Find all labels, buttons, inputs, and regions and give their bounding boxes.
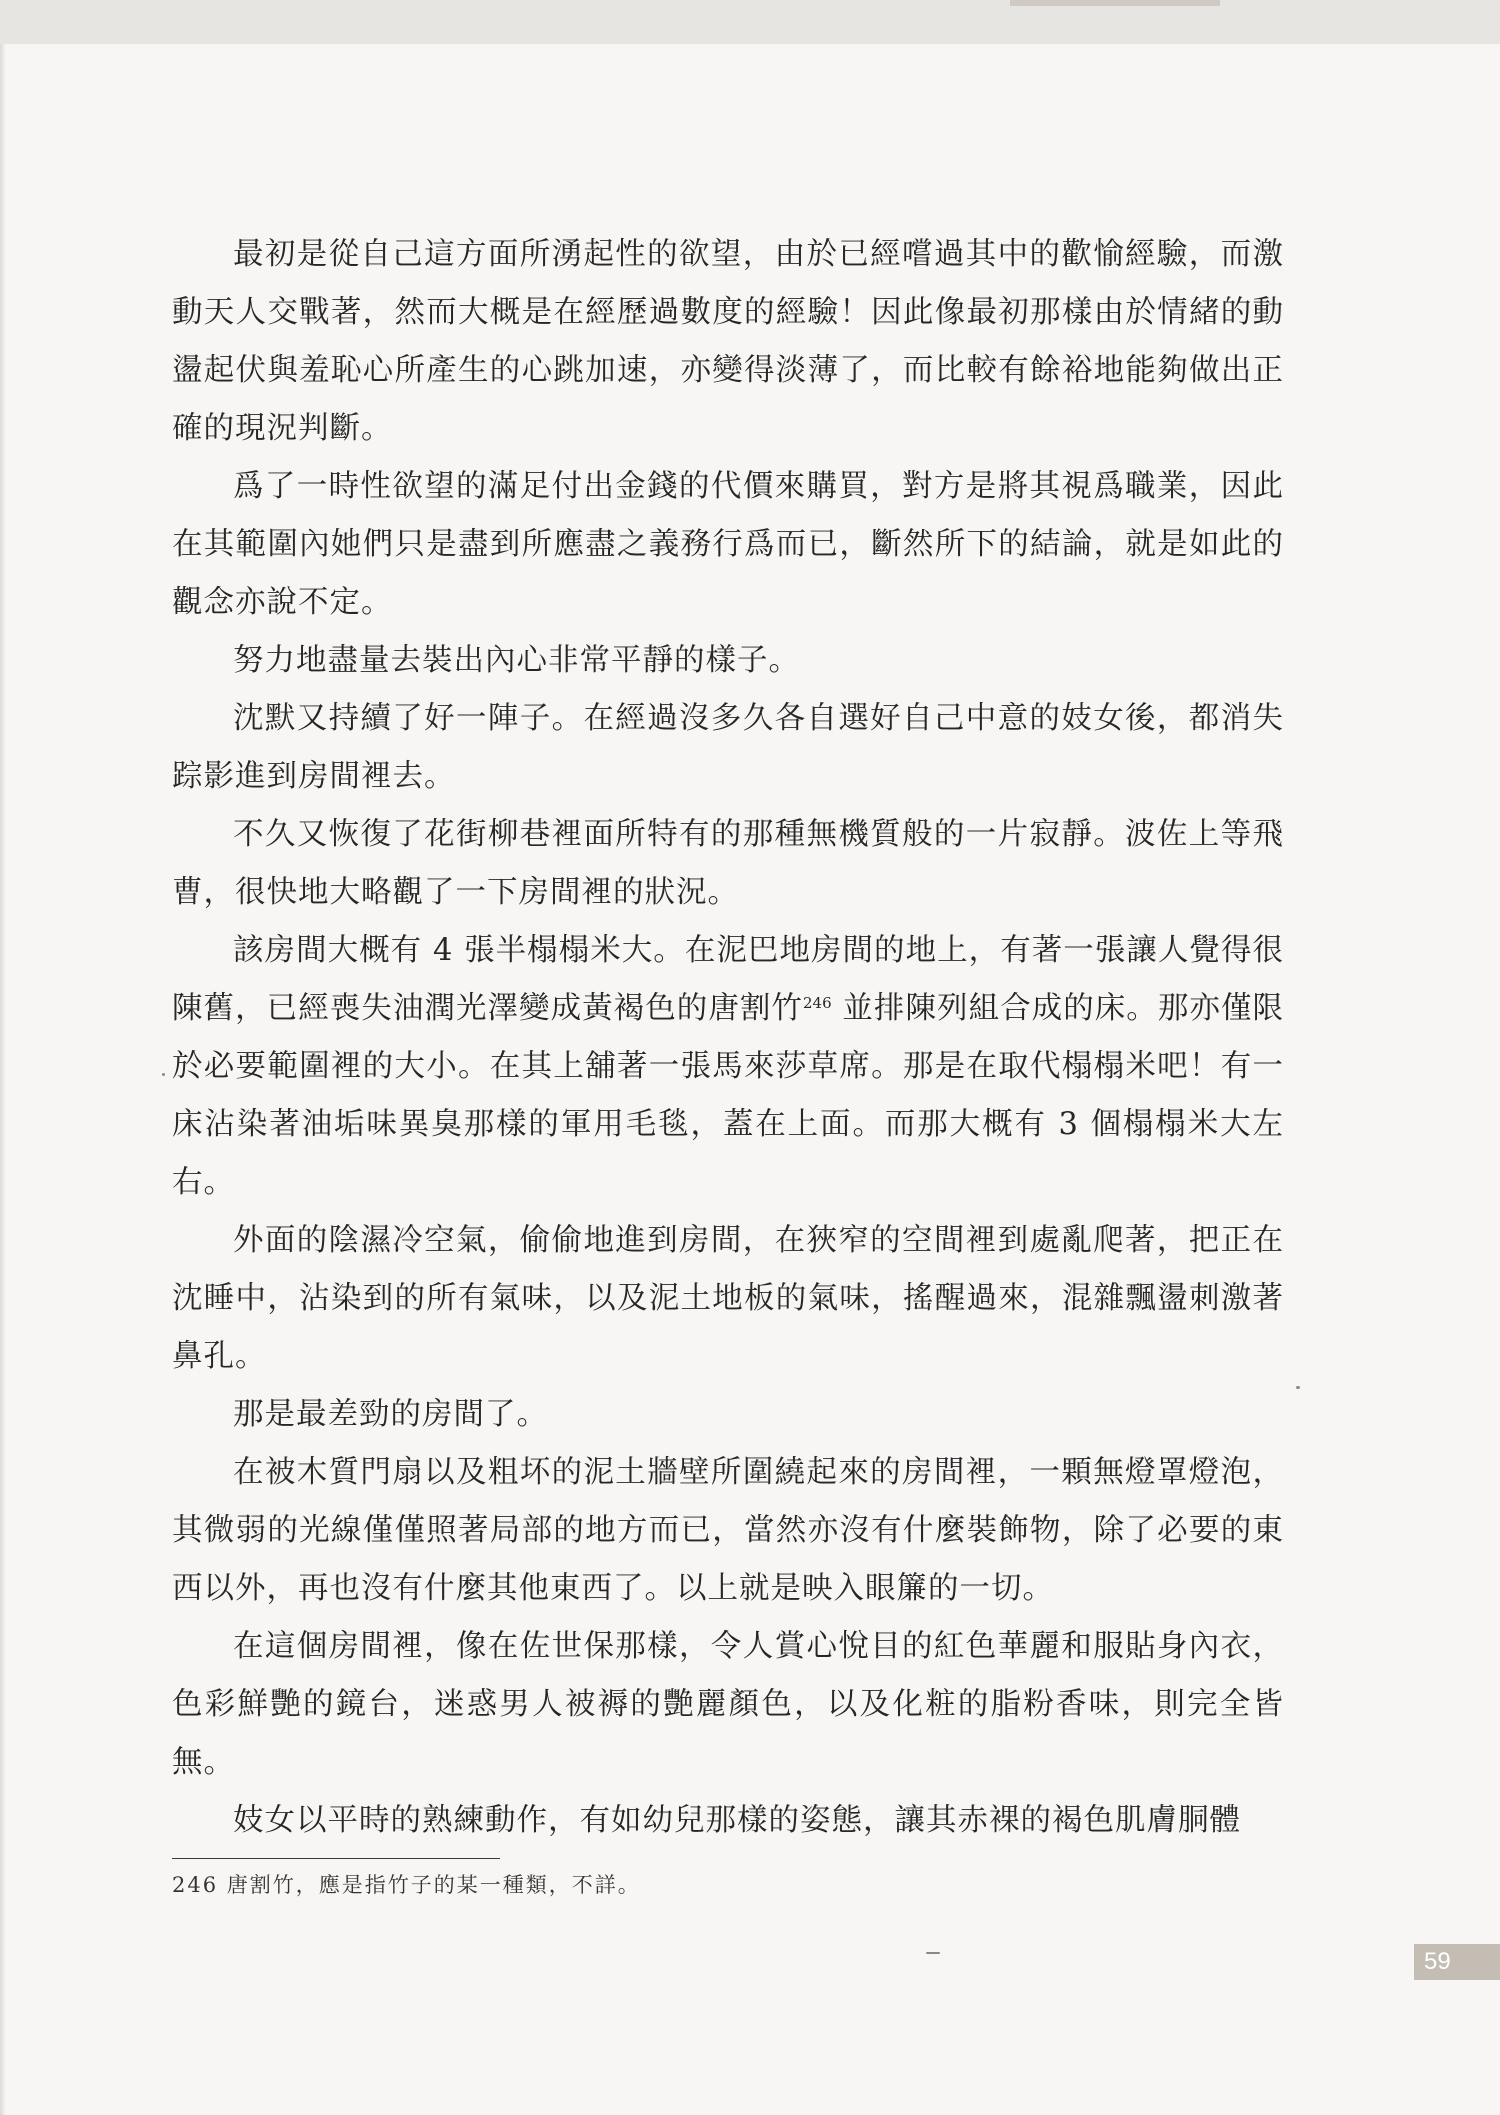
- footnote-reference: 246: [802, 994, 832, 1012]
- paragraph-10: 在這個房間裡，像在佐世保那樣，令人賞心悅目的紅色華麗和服貼身內衣，色彩鮮艷的鏡台，迷惑男人被褥的艷麗顏色，以及化粧的脂粉香味，則完全皆無。: [172, 1629, 1284, 1780]
- scan-speck: [162, 1073, 165, 1076]
- paragraph-3: 努力地盡量去裝出內心非常平靜的樣子。: [233, 643, 800, 678]
- header-mark: [1010, 0, 1220, 6]
- paragraph-2: 爲了一時性欲望的滿足付出金錢的代價來購買，對方是將其視爲職業，因此在其範圍內她們只是盡到所應盡之義務行爲而已，斷然所下的結論，就是如此的觀念亦說不定。: [172, 469, 1284, 620]
- paragraph-8: 那是最差勁的房間了。: [233, 1397, 548, 1432]
- paragraph-11: 妓女以平時的熟練動作，有如幼兒那樣的姿態，讓其赤裸的褐色肌膚胴體: [233, 1803, 1241, 1838]
- paragraph-4: 沈默又持續了好一陣子。在經過沒多久各自選好自己中意的妓女後，都消失踪影進到房間裡去。: [172, 701, 1284, 794]
- top-margin-band: [0, 0, 1500, 44]
- scan-speck: [926, 1952, 940, 1954]
- page-number: 59: [1424, 1948, 1451, 1975]
- paragraph-6-text-after: 並排陳列組合成的床。那亦僅限於必要範圍裡的大小。在其上舖著一張馬來莎草席。那是在取代榻榻米吧！有一床沾染著油垢味異臭那樣的軍用毛毯，蓋在上面。而那大概有 3 個榻榻米大左右。: [172, 991, 1285, 1200]
- paragraph-9: 在被木質門扇以及粗坏的泥土牆壁所圍繞起來的房間裡，一顆無燈罩燈泡，其微弱的光線僅僅照著局部的地方而已，當然亦沒有什麼裝飾物，除了必要的東西以外，再也沒有什麼其他東西了。以上就是映入眼簾的一切。: [172, 1455, 1284, 1606]
- paragraph-6: [172, 922, 1284, 1212]
- page-edge-shadow: [0, 44, 6, 2115]
- scan-speck: [1296, 1386, 1300, 1389]
- paragraph-7: 外面的陰濕冷空氣，偷偷地進到房間，在狹窄的空間裡到處亂爬著，把正在沈睡中，沾染到的所有氣味，以及泥土地板的氣味，搖醒過來，混雜飄盪刺激著鼻孔。: [172, 1223, 1284, 1374]
- body-text: [172, 226, 1284, 1850]
- paragraph-5: 不久又恢復了花街柳巷裡面所特有的那種無機質般的一片寂靜。波佐上等飛曹，很快地大略觀了一下房間裡的狀況。: [172, 817, 1284, 910]
- footnote-divider: [172, 1858, 500, 1859]
- paragraph-1: 最初是從自己這方面所湧起性的欲望，由於已經嚐過其中的歡愉經驗，而激動天人交戰著，然而大概是在經歷過數度的經驗！因此像最初那樣由於情緒的動盪起伏與羞恥心所產生的心跳加速，亦變得淡薄了，而比較有餘裕地能夠做出正確的現況判斷。: [172, 237, 1284, 446]
- footnote: 246 唐割竹，應是指竹子的某一種類，不詳。: [172, 1873, 641, 1897]
- paragraph-6-text-before: 該房間大概有 4 張半榻榻米大。在泥巴地房間的地上，有著一張讓人覺得很陳舊，已經喪失油潤光澤變成黃褐色的唐割竹: [172, 933, 1284, 1026]
